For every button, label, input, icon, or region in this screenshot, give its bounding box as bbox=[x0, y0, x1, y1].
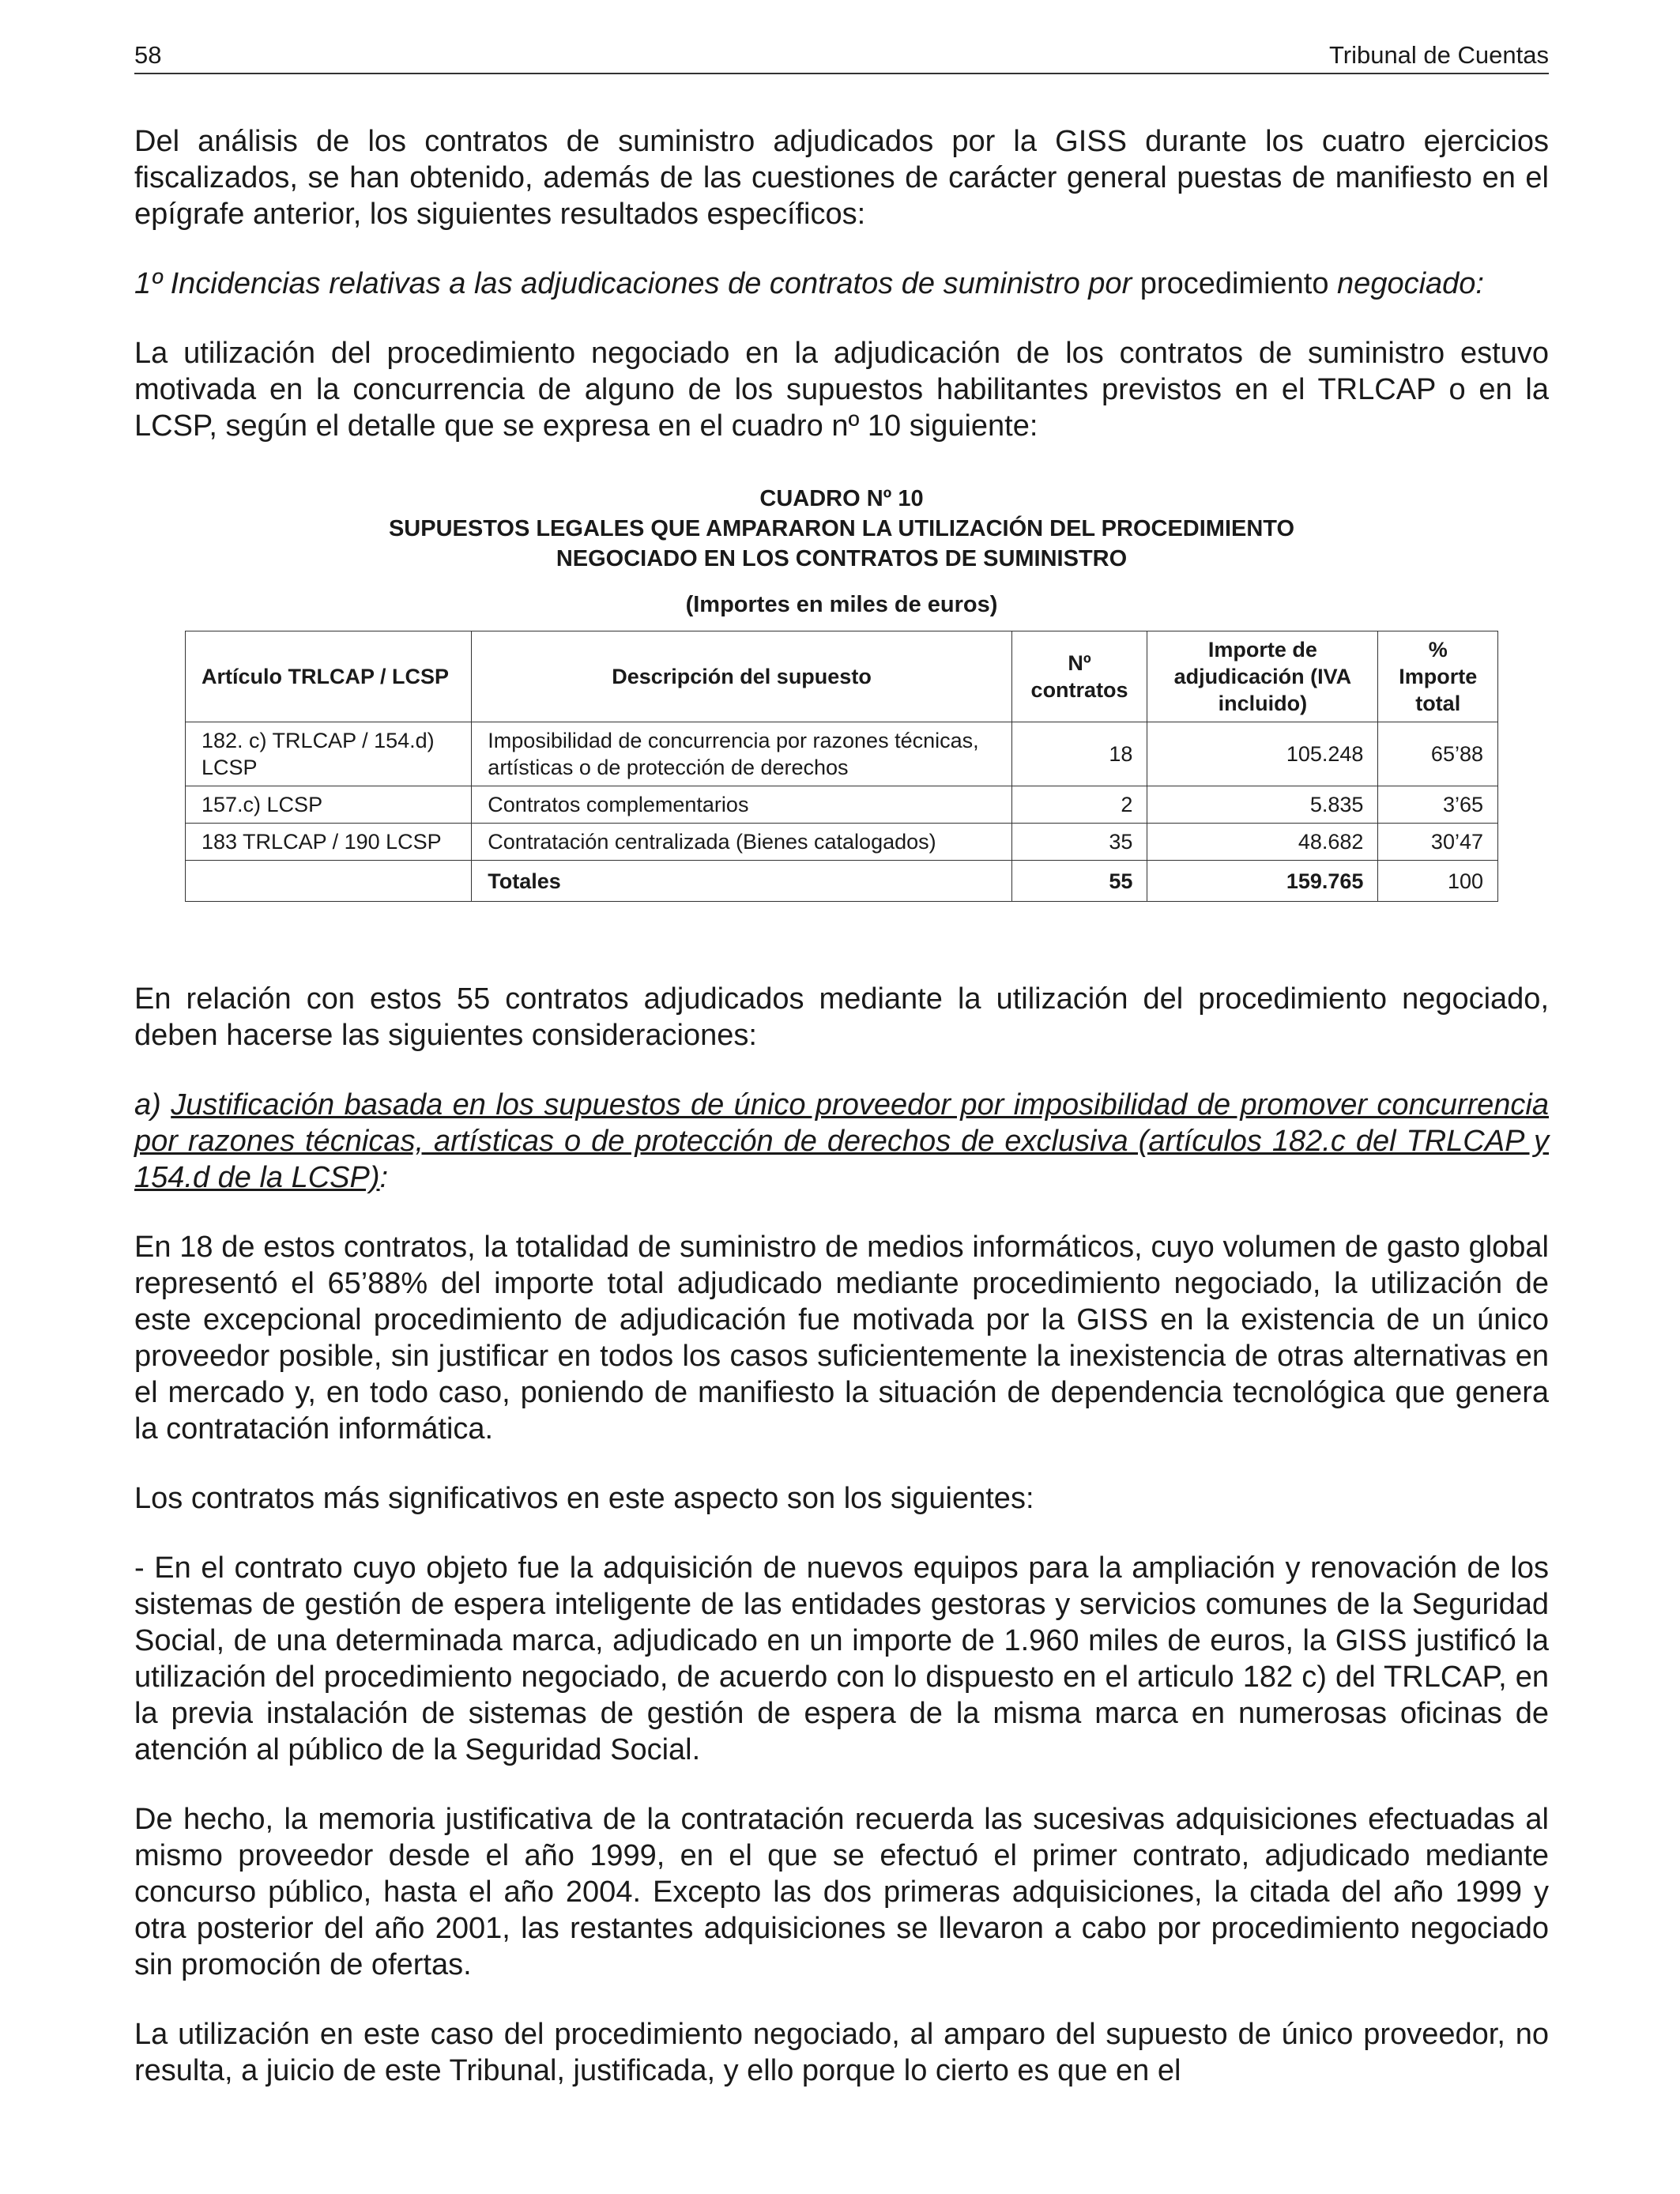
paragraph-memoria: De hecho, la memoria justificativa de la contratación recuerda las sucesivas adquisiciones efectuadas al mismo proveedor desde el año 1999, en el que se efectuó el primer contrato, adjudicado mediante concurso público, hasta el año 2004. Excepto las dos primeras adquisiciones, la citada del año 1999 y otra posterior del año 2001, las restantes adquisiciones se llevaron a cabo por procedimiento negociado sin promoción de ofertas. bbox=[134, 1803, 1549, 1981]
cell-articulo: 157.c) LCSP bbox=[186, 786, 472, 824]
heading-a-suffix: : bbox=[379, 1161, 389, 1194]
heading-1-italic-end: negociado: bbox=[1337, 267, 1484, 300]
heading-a-underlined: Justificación basada en los supuestos de único proveedor por imposibilidad de promover concurrencia por razones técnicas, artísticas o de protección de derechos de exclusiva (artículos 182.c del TRLCAP y 154.d de la LCSP) bbox=[134, 1088, 1549, 1194]
cell-descripcion: Imposibilidad de concurrencia por razones técnicas, artísticas o de protección de derechos bbox=[472, 722, 1011, 786]
cell-articulo: 182. c) TRLCAP / 154.d) LCSP bbox=[186, 722, 472, 786]
paragraph-contract-detail: - En el contrato cuyo objeto fue la adquisición de nuevos equipos para la ampliación y renovación de los sistemas de gestión de espera inteligente de las entidades gestoras y servicios comunes de la Seguridad Social, de una determinada marca, adjudicado en un importe de 1.960 miles de euros, la GISS justificó la utilización del procedimiento negociado, de acuerdo con lo dispuesto en el articulo 182 c) del TRLCAP, en la previa instalación de sistemas de gestión de espera de la misma marca en numerosas oficinas de atención al público de la Seguridad Social. bbox=[134, 1551, 1549, 1766]
paragraph-significant: Los contratos más significativos en este aspecto son los siguientes: bbox=[134, 1482, 1034, 1515]
cell-descripcion: Contratación centralizada (Bienes catalogados) bbox=[472, 824, 1011, 861]
cell-importe: 5.835 bbox=[1147, 786, 1378, 824]
table-totals-row bbox=[186, 861, 1498, 902]
supuestos-table bbox=[185, 631, 1498, 902]
cell-descripcion: Contratos complementarios bbox=[472, 786, 1011, 824]
page-body bbox=[134, 123, 1549, 2122]
header-contratos: Nº contratos bbox=[1011, 631, 1147, 722]
cell-porcentaje: 65’88 bbox=[1378, 722, 1498, 786]
heading-1-normal: procedimiento bbox=[1132, 267, 1338, 300]
header-descripcion: Descripción del supuesto bbox=[472, 631, 1011, 722]
header-importe: Importe de adjudicación (IVA incluido) bbox=[1147, 631, 1378, 722]
page-number: 58 bbox=[134, 41, 162, 69]
cell-importe: 48.682 bbox=[1147, 824, 1378, 861]
section-heading-a bbox=[134, 1087, 1549, 1196]
paragraph-intro: Del análisis de los contratos de suministro adjudicados por la GISS durante los cuatro ejercicios fiscalizados, se han obtenido, además de las cuestiones de carácter general puestas de manifiesto en el epígrafe anterior, los siguientes resultados específicos: bbox=[134, 125, 1549, 231]
cell-porcentaje: 3’65 bbox=[1378, 786, 1498, 824]
table-subtitle-1: SUPUESTOS LEGALES QUE AMPARARON LA UTILIZACIÓN DEL PROCEDIMIENTO bbox=[388, 516, 1295, 541]
cell-porcentaje: 30’47 bbox=[1378, 824, 1498, 861]
paragraph-considerations: En relación con estos 55 contratos adjudicados mediante la utilización del procedimiento negociado, deben hacerse las siguientes consideraciones: bbox=[134, 982, 1549, 1052]
header-articulo: Artículo TRLCAP / LCSP bbox=[186, 631, 472, 722]
totals-contratos: 55 bbox=[1011, 861, 1147, 902]
paragraph-procedure: La utilización del procedimiento negociado en la adjudicación de los contratos de suministro estuvo motivada en la concurrencia de alguno de los supuestos habilitantes previstos en el TRLCAP o en la LCSP, según el detalle que se expresa en el cuadro nº 10 siguiente: bbox=[134, 337, 1549, 443]
paragraph-18-contracts: En 18 de estos contratos, la totalidad de suministro de medios informáticos, cuyo volumen de gasto global representó el 65’88% del importe total adjudicado mediante procedimiento negociado, la utilización de este excepcional procedimiento de adjudicación fue motivada por la GISS en la existencia de un único proveedor posible, sin justificar en todos los casos suficientemente la inexistencia de otras alternativas en el mercado y, en todo caso, poniendo de manifiesto la situación de dependencia tecnológica que genera la contratación informática. bbox=[134, 1231, 1549, 1446]
cell-contratos: 35 bbox=[1011, 824, 1147, 861]
table-row bbox=[186, 786, 1498, 824]
cell-importe: 105.248 bbox=[1147, 722, 1378, 786]
table-units: (Importes en miles de euros) bbox=[685, 592, 998, 617]
section-heading-1 bbox=[134, 266, 1549, 302]
paragraph-conclusion: La utilización en este caso del procedimiento negociado, al amparo del supuesto de único proveedor, no resulta, a juicio de este Tribunal, justificada, y ello porque lo cierto es que en el bbox=[134, 2018, 1549, 2087]
totals-label: Totales bbox=[472, 861, 1011, 902]
table-caption bbox=[134, 484, 1549, 620]
heading-a-prefix: a) bbox=[134, 1088, 171, 1122]
cell-empty bbox=[186, 861, 472, 902]
table-header-row bbox=[186, 631, 1498, 722]
table-title: CUADRO Nº 10 bbox=[759, 486, 924, 511]
publisher-name: Tribunal de Cuentas bbox=[1328, 41, 1549, 69]
cell-articulo: 183 TRLCAP / 190 LCSP bbox=[186, 824, 472, 861]
page-header bbox=[134, 41, 1549, 74]
cell-contratos: 18 bbox=[1011, 722, 1147, 786]
table-row bbox=[186, 824, 1498, 861]
header-porcentaje: % Importe total bbox=[1378, 631, 1498, 722]
table-subtitle-2: NEGOCIADO EN LOS CONTRATOS DE SUMINISTRO bbox=[556, 546, 1128, 571]
totals-importe: 159.765 bbox=[1147, 861, 1378, 902]
table-row bbox=[186, 722, 1498, 786]
cell-contratos: 2 bbox=[1011, 786, 1147, 824]
heading-1-italic: 1º Incidencias relativas a las adjudicaciones de contratos de suministro por bbox=[134, 267, 1132, 300]
totals-porcentaje: 100 bbox=[1378, 861, 1498, 902]
